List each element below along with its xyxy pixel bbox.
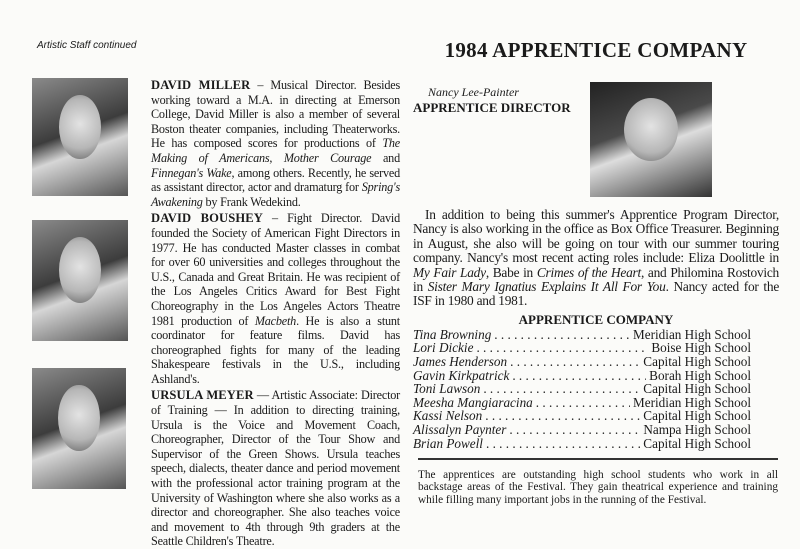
page-title: 1984 APPRENTICE COMPANY <box>444 38 748 62</box>
leader-dots <box>536 396 630 410</box>
apprentice-name: Kassi Nelson <box>413 408 483 424</box>
work-title: Mother Courage <box>283 150 372 165</box>
work-title: My Fair Lady <box>413 264 486 280</box>
company-row <box>413 396 751 410</box>
apprentice-name: Gavin Kirkpatrick <box>413 367 510 383</box>
text-run: Musical Director. Besides working toward a M.A. in directing at Emerson College, David Miller is also a member of several Boston theater companies, including Theaterworks. He has composed scores for productions of <box>151 78 401 151</box>
company-title: APPRENTICE COMPANY <box>518 311 674 327</box>
staff-bios <box>151 78 400 549</box>
leader-dots <box>510 355 640 369</box>
work-title: Finnegan's Wake <box>151 165 232 180</box>
staff-name: DAVID MILLER <box>151 78 251 92</box>
director-name: Nancy Lee-Painter <box>428 85 519 99</box>
work-title: Crimes of the Heart <box>536 264 641 280</box>
school-name: Capital High School <box>643 354 751 370</box>
text-run: Fight Director. David founded the Society of American Fight Directors in 1977. He has conducted Master classes in combat for over 60 universities and colleges throughout the U.S., Canada and Great Britain. He was recipient of the Los Angeles Critics Award for Best Fight Choreography in the Los Angeles Actors Theatre 1981 production of <box>151 211 400 328</box>
text-run: . Nancy acted for the ISF in 1980 and 1981. <box>413 279 780 309</box>
company-list <box>413 328 751 450</box>
leader-dots <box>494 328 630 342</box>
staff-name: URSULA MEYER <box>151 388 254 403</box>
text-run: , and Philomina Rostovich in <box>413 264 780 295</box>
leader-dots <box>476 341 648 355</box>
apprentice-section <box>413 208 779 506</box>
apprentice-name: Toni Lawson <box>413 381 481 397</box>
leader-dots <box>483 382 640 396</box>
text-run: , among others. Recently, he served as assistant director, actor and dramaturg for <box>151 165 400 195</box>
bio-ursula-meyer <box>151 388 400 549</box>
apprentice-name: Brian Powell <box>413 435 483 451</box>
photo-david-miller <box>32 78 128 196</box>
bio-david-boushey <box>151 211 400 386</box>
school-name: Meridian High School <box>633 394 751 410</box>
text-run: Artistic Associate: Director of Training — In addition to directing training, Ursula is the Voice and Movement Coach, Choreographer, Director of the Tour Show and Supervisor of the Green Shows. Ursula teaches speech, dialects, theater dance and period movement with the professional actor training program at the University of Washington where she also works as a director and choreographer. She also teaches voice and movement to 4th through 9th graders at the Seattle Children's Theatre. <box>151 388 401 549</box>
dash: – <box>250 78 271 92</box>
text-run: , Babe in <box>485 264 537 280</box>
text-run: In addition to being this summer's Apprentice Program Director, Nancy is also working in the office as Box Office Treasurer. Beginning in August, she also will be going on tour with our summer touring company. Nancy's most recent acting roles include: Eliza Doolittle in <box>413 207 779 266</box>
company-row <box>413 382 751 396</box>
director-title: APPRENTICE DIRECTOR <box>413 100 571 115</box>
staff-name: DAVID BOUSHEY <box>151 211 263 226</box>
divider <box>418 458 778 460</box>
school-name: Borah High School <box>649 367 751 383</box>
company-row <box>413 355 751 369</box>
dash: — <box>253 388 272 403</box>
school-name: Meridian High School <box>633 326 751 342</box>
work-title: The Making of Americans <box>151 136 400 165</box>
apprentice-name: Lori Dickie <box>413 340 474 356</box>
company-row <box>413 409 751 423</box>
company-row <box>413 341 751 355</box>
company-row <box>413 423 751 437</box>
company-row <box>413 369 751 383</box>
work-title: Spring's Awakening <box>151 180 400 209</box>
photo-david-boushey <box>32 220 128 341</box>
footnote: The apprentices are outstanding high school students who work in all backstage areas of the Festival. They gain theatrical experience and training while filling many important jobs in the running of the Festival. <box>418 468 778 506</box>
text-run: by Frank Wedekind. <box>202 194 301 209</box>
leader-dots <box>509 423 640 437</box>
apprentice-name: Tina Browning <box>413 326 492 342</box>
company-row <box>413 437 751 451</box>
work-title: Macbeth <box>254 313 297 328</box>
apprentice-name: James Henderson <box>413 354 508 370</box>
photo-ursula-meyer <box>32 368 126 489</box>
dash: – <box>262 211 288 226</box>
school-name: Nampa High School <box>643 422 751 437</box>
school-name: Capital High School <box>643 408 751 424</box>
leader-dots <box>512 369 646 383</box>
apprentice-name: Meesha Mangiaracina <box>413 394 533 410</box>
text-run: , <box>269 150 284 165</box>
leader-dots <box>485 409 640 423</box>
school-name: Boise High School <box>651 340 751 356</box>
text-run: and <box>371 150 400 165</box>
school-name: Capital High School <box>643 381 751 397</box>
school-name: Capital High School <box>643 435 751 451</box>
photo-nancy-lee-painter <box>590 82 712 197</box>
apprentice-name: Alissalyn Paynter <box>413 422 507 437</box>
director-paragraph <box>413 208 779 309</box>
text-run: . He is also a stunt coordinator for feature films. David has choreographed fights for many of the leading Shakespeare festivals in the U.S., including Ashland's. <box>151 313 400 386</box>
company-row <box>413 328 751 342</box>
bio-david-miller <box>151 78 400 209</box>
work-title: Sister Mary Ignatius Explains It All For You <box>427 279 666 295</box>
section-header: Artistic Staff continued <box>37 40 137 51</box>
leader-dots <box>486 437 640 451</box>
